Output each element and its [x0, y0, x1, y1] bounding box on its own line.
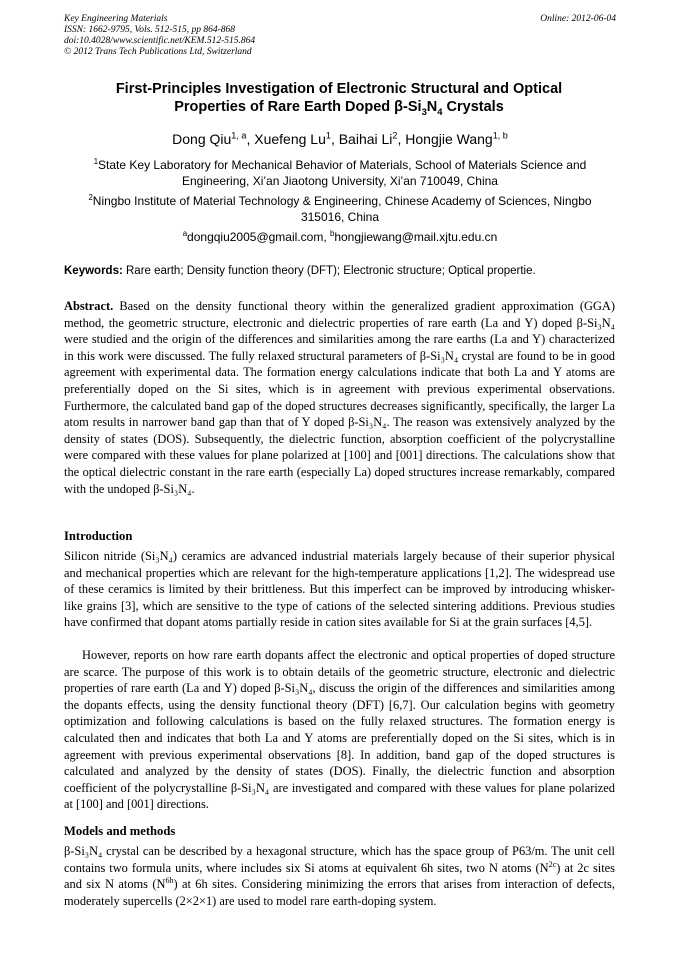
affiliation-2: $^2$Ningbo Institute of Material Technology & Engineering, Chinese Academy of Sciences, Ningbo 315016, China — [88, 193, 592, 224]
copyright-line: © 2012 Trans Tech Publications Ltd, Switzerland — [64, 47, 252, 57]
author-emails: $^a$dongqiu2005@gmail.com, $^b$hongjiewang@mail.xjtu.edu.cn — [182, 229, 498, 244]
author-list: Dong Qiu$^{1, a}$, Xuefeng Lu$^1$, Baihai Li$^2$, Hongjie Wang$^{1, b}$ — [172, 130, 508, 147]
abstract-text: Based on the density functional theory within the generalized gradient approximation (GGA) method, the geometric structure, electronic and dielectric properties of rare earth (La and Y) doped β-Si₃N₄ were studied and the origin of the differences and similarities among the rare earths (La and Y) characterized in this work were discussed. The fully relaxed structural parameters of β-Si₃N₄ crystal are found to be in good agreement with experimental data. The formation energy calculations indicate that both La and Y atoms are preferentially doped on the Si sites, which is in agreement with previous experimental observations. Furthermore, the calculated band gap of the doped structures decreases significantly, specifically, the larger La atom results in narrower band gap than that of Y doped β-Si₃N₄. The reason was extensively analyzed by the density of states (DOS). Subsequently, the dielectric function, absorption coefficient of the polycrystalline were compared with these values for plane polarized at [100] and [001] directions. The calculations show that the optical dielectric constant in the rare earth (especially La) doped structures increase remarkably, compared with the undoped β-Si₃N₄. — [64, 299, 615, 496]
methods-paragraph-1: β-Si₃N₄ crystal can be described by a hexagonal structure, which has the space group of P63/m. The unit cell contains two formula units, where includes six Si atoms at equivalent 6h sites, two N atoms $(N^{2c})$ at 2c sites and six N atoms $(N^{6h})$ at 6h sites. Considering minimizing the errors that arises from interaction of defects, moderately supercells (2×2×1) are used to model rare earth-doping system. — [64, 844, 615, 908]
introduction-paragraph-1: Silicon nitride (Si₃N₄) ceramics are advanced industrial materials largely because of their superior physical and mechanical properties which are relevant for the high-temperature applications [1,2]. The widespread use of these ceramics is limited by their brittleness. But this imperfect can be improved by introducing whisker-like grains [3], which are sensitive to the type of cations of the selected sintering additions. Previous studies have confirmed that dopant atoms partially reside in cation sites available for Si at the grain surfaces [4,5]. — [64, 549, 615, 630]
methods-heading: Models and methods — [64, 824, 176, 838]
title-line-1: First-Principles Investigation of Electronic Structural and Optical — [115, 81, 563, 97]
paper-title — [70, 80, 608, 116]
affiliation-1: $^1$State Key Laboratory for Mechanical Behavior of Materials, School of Materials Science and Engineering, Xi’an Jiaotong University, Xi’an 710049, China — [93, 157, 587, 188]
introduction-paragraph-2: However, reports on how rare earth dopants affect the electronic and optical properties of doped structure are scarce. The purpose of this work is to obtain details of the geometric structure, electronic and dielectric properties of rare earth (La and Y) doped β-Si₃N₄, discuss the origin of the differences and similarities among the dopants effects, using the density functional theory (DFT) [6,7]. Our calculation begins with geometry optimization and following calculations is based on the fully relaxed structures. The formation energy is calculated then and indicates that both La and Y atoms are preferentially doped on the Si sites, which is in agreement with previous experimental observations [8]. In addition, band gap of the doped structures is calculated and analyzed by the density of states (DOS). Finally, the dielectric function and absorption coefficient of the polycrystalline β-Si₃N₄ are investigated and compared with these values for plane polarized at [100] and [001] directions. — [64, 648, 615, 812]
abstract-label: Abstract. — [64, 299, 114, 313]
introduction-heading: Introduction — [64, 529, 133, 543]
online-date: Online: 2012-06-04 — [540, 14, 616, 24]
title-line-2: Properties of Rare Earth Doped $\beta-Si_3N_4$ Crystals — [174, 99, 504, 117]
issn-line: ISSN: 1662-9795, Vols. 512-515, pp 864-868 — [64, 25, 235, 35]
keywords — [64, 264, 616, 279]
journal-name: Key Engineering Materials — [64, 14, 168, 24]
abstract — [64, 298, 615, 497]
doi-line: doi:10.4028/www.scientific.net/KEM.512-515.864 — [64, 36, 256, 46]
journal-header — [64, 14, 616, 58]
keywords-text: Rare earth; Density function theory (DFT); Electronic structure; Optical propertie. — [122, 265, 536, 277]
keywords-label: Keywords: — [64, 265, 123, 277]
